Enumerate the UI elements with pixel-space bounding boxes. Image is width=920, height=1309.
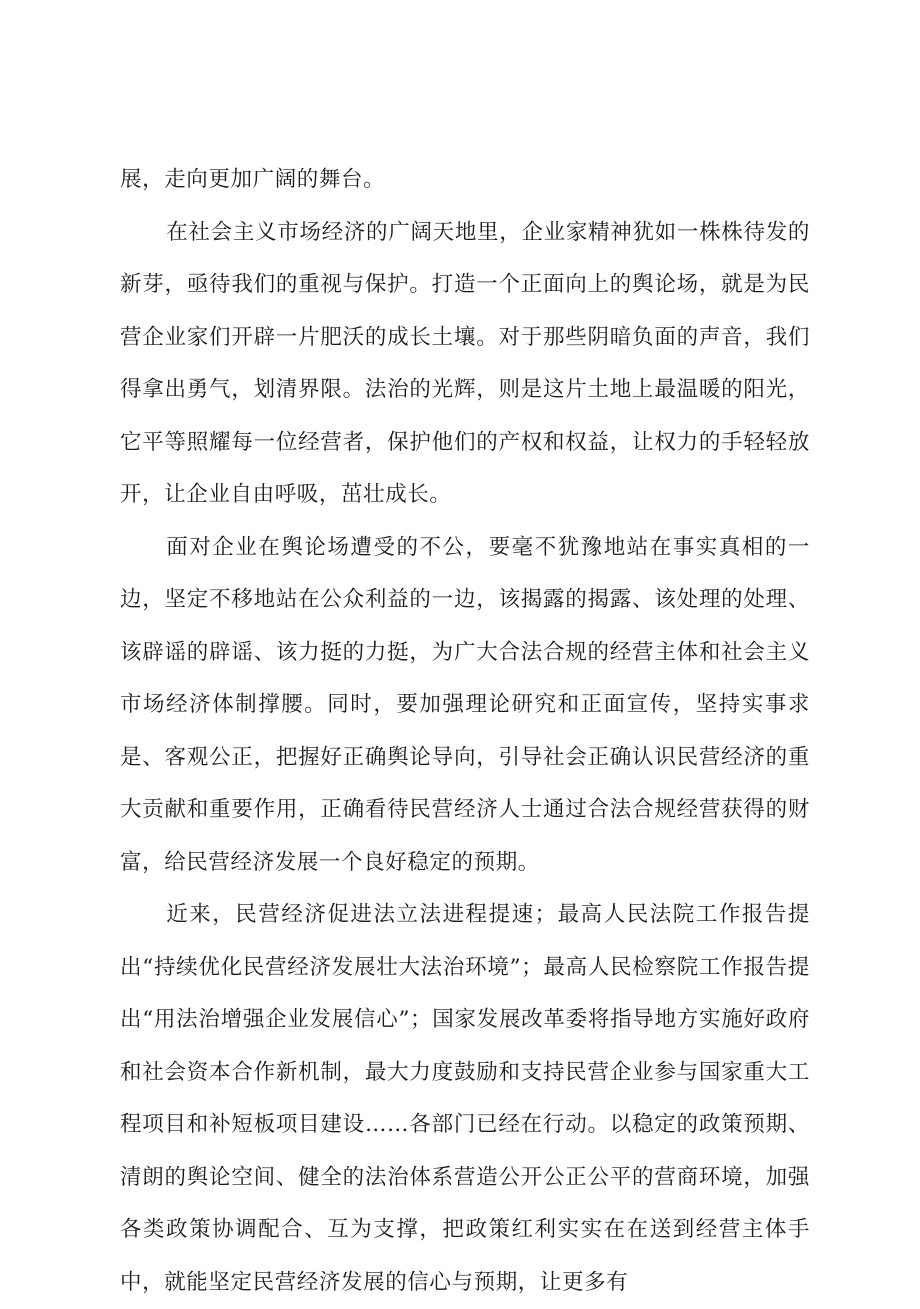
paragraph-public-opinion: 面对企业在舆论场遭受的不公，要毫不犹豫地站在事实真相的一边，坚定不移地站在公众利益的一边，该揭露的揭露、该处理的处理、该辟谣的辟谣、该力挺的力挺，为广大合法合规的经营主体和社会主义市场经济体制撑腰。同时，要加强理论研究和正面宣传，坚持实事求是、客观公正，把握好正确舆论导向，引导社会正确认识民营经济的重大贡献和重要作用，正确看待民营经济人士通过合法合规经营获得的财富，给民营经济发展一个良好稳定的预期。 xyxy=(120,534,810,875)
paragraph-entrepreneur-spirit: 在社会主义市场经济的广阔天地里，企业家精神犹如一株株待发的新芽，亟待我们的重视与保护。打造一个正面向上的舆论场，就是为民营企业家们开辟一片肥沃的成长土壤。对于那些阴暗负面的声音，我们得拿出勇气，划清界限。法治的光辉，则是这片土地上最温暖的阳光，它平等照耀每一位经营者，保护他们的产权和权益，让权力的手轻轻放开，让企业自由呼吸，茁壮成长。 xyxy=(120,219,810,507)
document-page xyxy=(120,154,810,1309)
paragraph-policy-actions: 近来，民营经济促进法立法进程提速；最高人民法院工作报告提出“持续优化民营经济发展壮大法治环境”；最高人民检察院工作报告提出“用法治增强企业发展信心”；国家发展改革委将指导地方实施好政府和社会资本合作新机制，最大力度鼓励和支持民营企业参与国家重大工程项目和补短板项目建设……各部门已经在行动。以稳定的政策预期、清朗的舆论空间、健全的法治体系营造公开公正公平的营商环境，加强各类政策协调配合、互为支撑，把政策红利实实在在送到经营主体手中，就能坚定民营经济发展的信心与预期，让更多有 xyxy=(120,902,810,1295)
paragraph-continuation: 展，走向更加广阔的舞台。 xyxy=(120,167,386,192)
